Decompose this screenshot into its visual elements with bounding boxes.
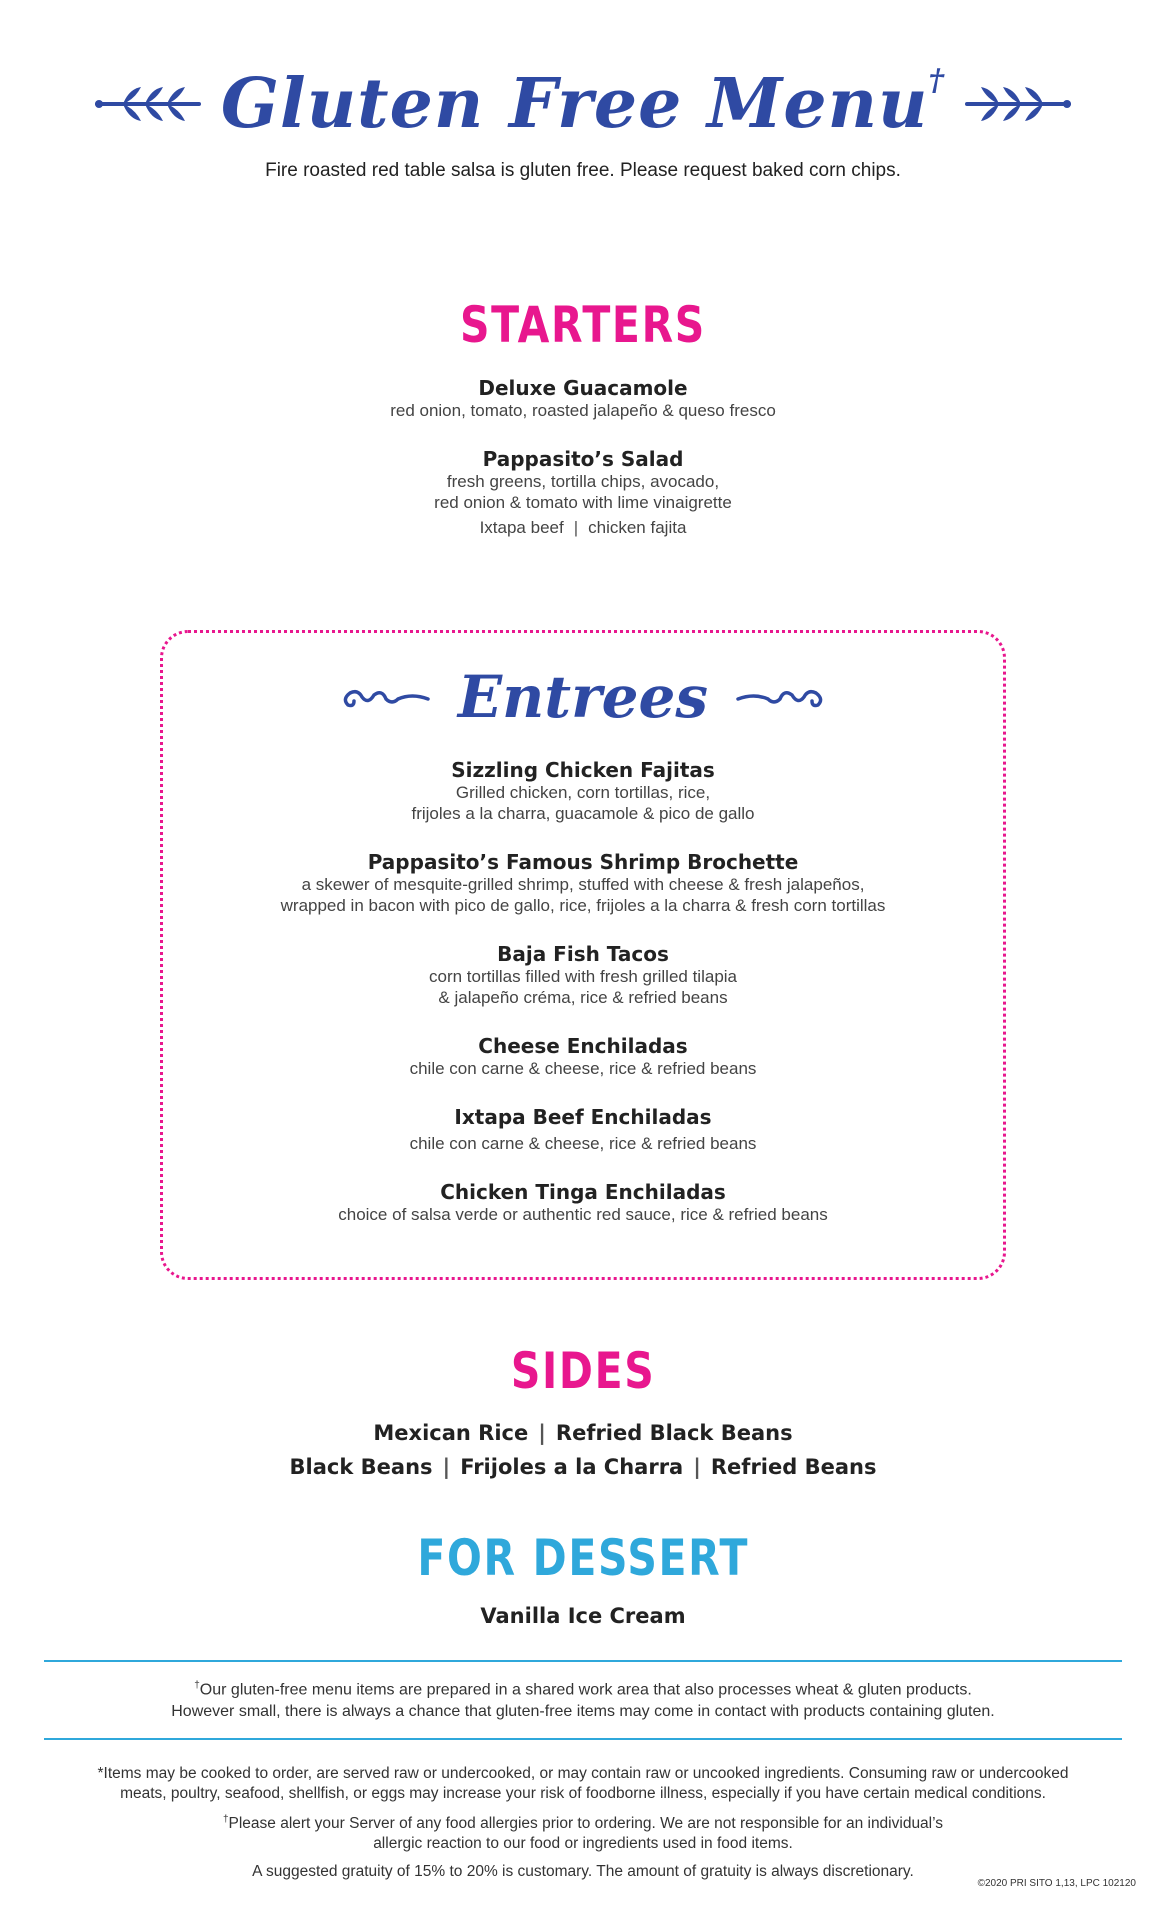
notice-text: Our gluten-free menu items are prepared in a shared work area that also processes wheat & gluten products.	[199, 1681, 972, 1699]
item-desc: chile con carne & cheese, rice & refried beans	[409, 1059, 757, 1078]
allergy-dagger: †	[222, 1814, 229, 1825]
right-sprig-icon	[963, 79, 1073, 129]
item-desc: fresh greens, tortilla chips, avocado,	[446, 472, 720, 491]
right-swirl-icon	[734, 677, 834, 717]
raw-warning-line: *Items may be cooked to order, are served raw or undercooked, or may contain raw or uncooked ingredients. Consuming raw or undercooked	[97, 1765, 1069, 1782]
entrees-heading: Entrees	[457, 663, 709, 731]
left-sprig-icon	[93, 79, 203, 129]
item-name: Pappasito’s Salad	[482, 447, 684, 471]
header	[0, 63, 1166, 182]
starters-section	[0, 296, 1166, 564]
item-desc: wrapped in bacon with pico de gallo, rice, frijoles a la charra & fresh corn tortillas	[280, 896, 886, 915]
menu-item	[0, 447, 1166, 538]
item-options	[0, 517, 1166, 538]
menu-item	[0, 758, 1166, 824]
allergy-text: Please alert your Server of any food allergies prior to ordering. We are not responsible for an individual’s	[228, 1815, 944, 1833]
item-name: Pappasito’s Famous Shrimp Brochette	[367, 850, 799, 874]
menu-item	[0, 1180, 1166, 1225]
dessert-section	[0, 1529, 1166, 1633]
item-desc: & jalapeño créma, rice & refried beans	[438, 988, 728, 1007]
item-desc: a skewer of mesquite-grilled shrimp, stuffed with cheese & fresh jalapeños,	[301, 875, 865, 894]
raw-warning-line: meats, poultry, seafood, shellfish, or eggs may increase your risk of foodborne illness, especially if you have certain medical conditions.	[120, 1785, 1046, 1802]
side-item: Refried Black Beans	[555, 1421, 793, 1445]
side-item: Frijoles a la Charra	[460, 1455, 684, 1479]
title-text: Gluten Free Menu	[220, 64, 929, 144]
item-name: Baja Fish Tacos	[497, 942, 669, 966]
entrees-section	[0, 758, 1166, 1251]
side-item: Refried Beans	[710, 1455, 877, 1479]
separator: |	[442, 1455, 451, 1479]
copyright: ©2020 PRI SITO 1,13, LPC 102120	[977, 1878, 1136, 1889]
side-item: Black Beans	[289, 1455, 433, 1479]
notice-dagger: †	[194, 1680, 200, 1691]
side-item: Mexican Rice	[373, 1421, 529, 1445]
divider	[44, 1738, 1122, 1740]
gratuity-note: A suggested gratuity of 15% to 20% is customary. The amount of gratuity is always discretionary.	[252, 1863, 914, 1881]
item-desc: chile con carne & cheese, rice & refried beans	[409, 1134, 757, 1153]
sides-heading: SIDES	[510, 1342, 656, 1400]
notice-line	[0, 1675, 1166, 1701]
item-name: Deluxe Guacamole	[478, 376, 688, 400]
separator: |	[538, 1421, 546, 1445]
allergy-line: allergic reaction to our food or ingredients used in food items.	[373, 1835, 793, 1853]
option: chicken fajita	[588, 518, 687, 537]
item-desc: red onion & tomato with lime vinaigrette	[434, 493, 732, 512]
page-title	[220, 63, 946, 144]
menu-item	[0, 376, 1166, 421]
item-desc: red onion, tomato, roasted jalapeño & queso fresco	[390, 401, 776, 420]
item-desc: Grilled chicken, corn tortillas, rice,	[455, 783, 711, 802]
sides-line	[0, 1450, 1166, 1484]
item-name: Ixtapa Beef Enchiladas	[454, 1105, 712, 1129]
allergy-line	[0, 1810, 1166, 1834]
item-desc: frijoles a la charra, guacamole & pico de gallo	[411, 804, 755, 823]
sides-section	[0, 1342, 1166, 1484]
left-swirl-icon	[332, 677, 432, 717]
item-name: Chicken Tinga Enchiladas	[440, 1180, 726, 1204]
item-desc: choice of salsa verde or authentic red sauce, rice & refried beans	[338, 1205, 828, 1224]
starters-heading: STARTERS	[460, 296, 706, 354]
fine-print	[0, 1764, 1166, 1882]
entrees-title-row	[0, 663, 1166, 731]
item-name: Sizzling Chicken Fajitas	[451, 758, 715, 782]
notice-line: However small, there is always a chance that gluten-free items may come in contact with products containing gluten.	[171, 1703, 995, 1721]
dessert-heading: FOR DESSERT	[417, 1529, 749, 1587]
item-name: Cheese Enchiladas	[478, 1034, 688, 1058]
menu-item	[0, 1034, 1166, 1079]
sides-line	[0, 1416, 1166, 1450]
divider	[44, 1660, 1122, 1662]
option: Ixtapa beef	[479, 518, 564, 537]
dessert-item: Vanilla Ice Cream	[480, 1604, 686, 1628]
menu-item	[0, 942, 1166, 1008]
gluten-notice	[0, 1675, 1166, 1723]
item-desc: corn tortillas filled with fresh grilled tilapia	[428, 967, 738, 986]
title-row	[0, 63, 1166, 144]
separator: |	[693, 1455, 701, 1479]
menu-item	[0, 1105, 1166, 1154]
title-dagger: †	[928, 63, 946, 98]
menu-item	[0, 850, 1166, 916]
subtitle: Fire roasted red table salsa is gluten free. Please request baked corn chips.	[265, 160, 901, 181]
separator: |	[573, 518, 579, 537]
